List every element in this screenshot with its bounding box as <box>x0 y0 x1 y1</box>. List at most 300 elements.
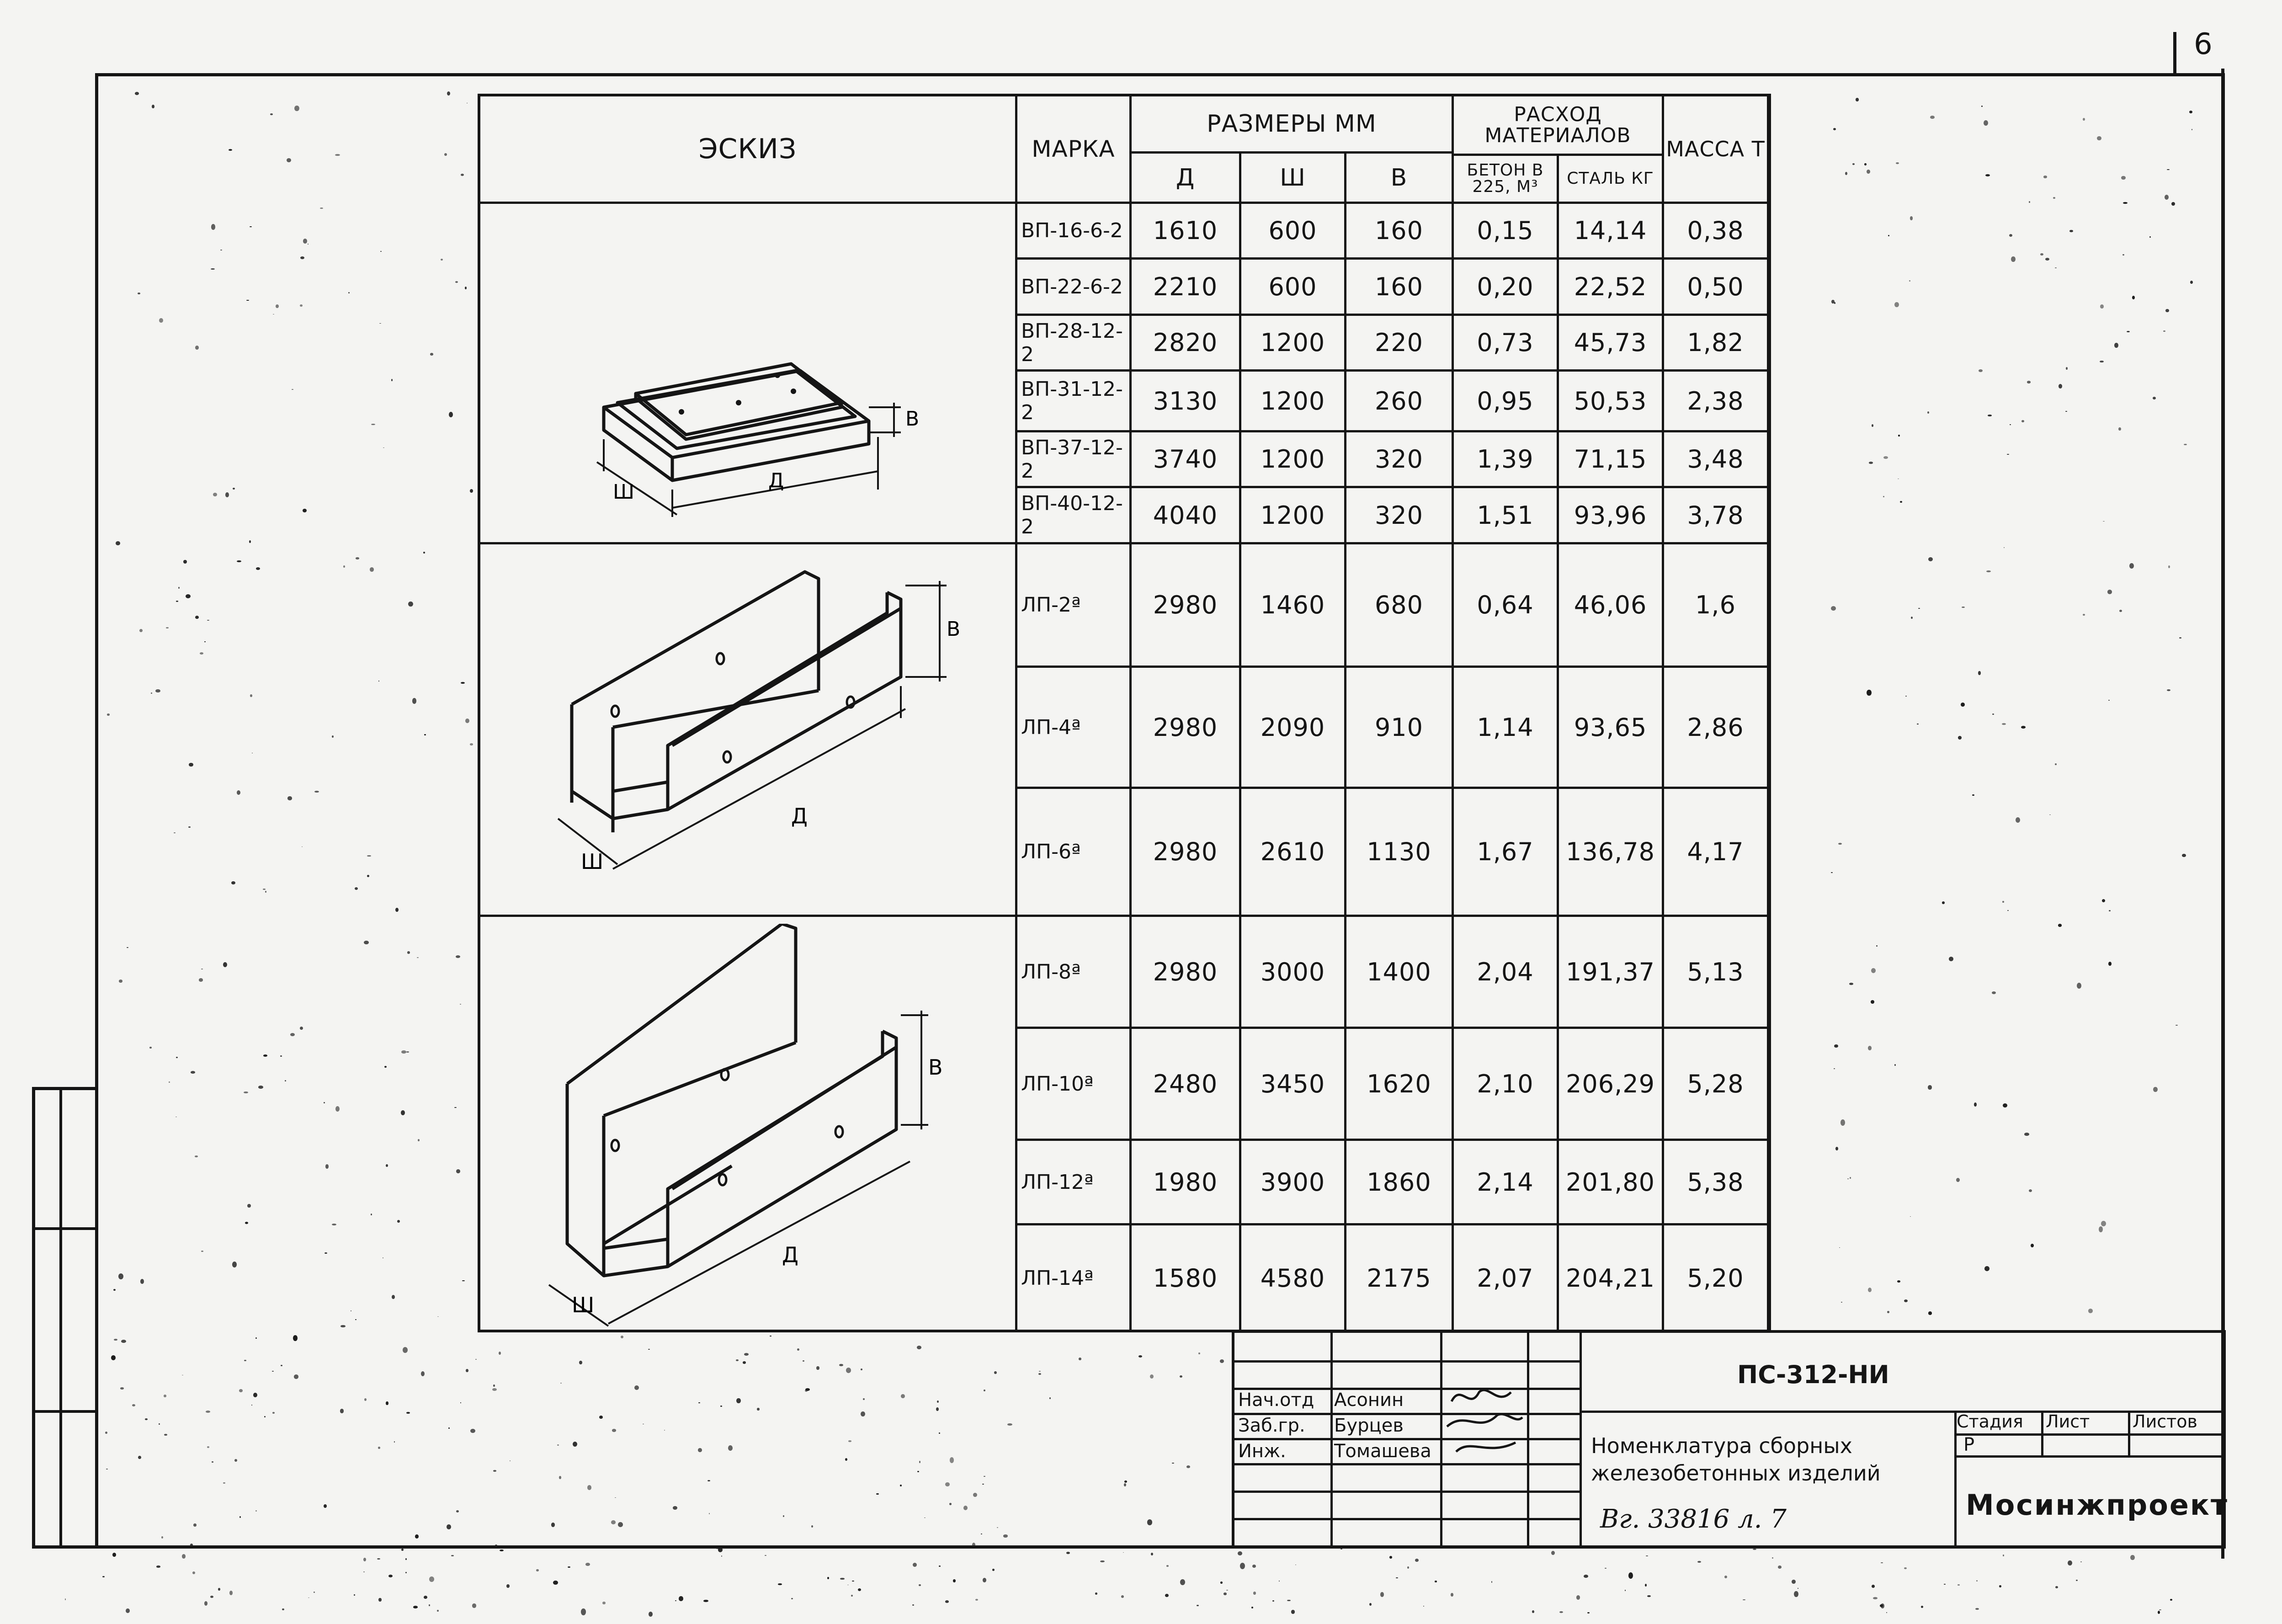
table-cell: 1200 <box>1260 328 1325 357</box>
scan-speck <box>1930 116 1935 119</box>
table-cell: 1460 <box>1260 591 1325 619</box>
scan-speck <box>1873 1597 1878 1599</box>
scan-speck <box>2101 1221 2106 1226</box>
table-cell: 1,6 <box>1695 591 1736 619</box>
sketch-label-length: Д <box>791 804 808 828</box>
table-cell: 1,67 <box>1477 837 1534 866</box>
scan-speck <box>1753 1549 1756 1550</box>
scan-speck <box>1999 1585 2001 1587</box>
scan-speck <box>707 1480 710 1481</box>
scan-speck <box>367 875 369 877</box>
scan-speck <box>2165 195 2169 200</box>
scan-speck <box>1415 1559 1419 1562</box>
scan-speck <box>204 641 205 642</box>
scan-speck <box>377 1558 380 1560</box>
scan-speck <box>138 293 140 294</box>
scan-speck <box>264 1416 266 1418</box>
scan-speck <box>405 1572 406 1573</box>
product-mark: ЛП-10ª <box>1021 1072 1094 1096</box>
scan-speck <box>1551 1551 1555 1555</box>
scan-speck <box>437 1316 438 1317</box>
channel-sketch-small <box>549 554 1015 910</box>
sketch-label-height: В <box>947 618 961 641</box>
scan-speck <box>495 1544 497 1547</box>
table-cell: 2210 <box>1153 272 1218 301</box>
table-cell: 0,73 <box>1477 328 1534 357</box>
table-cell: 0,50 <box>1687 272 1744 301</box>
scan-speck <box>1841 1302 1842 1303</box>
scan-speck <box>1831 606 1836 611</box>
scan-speck <box>744 1353 749 1356</box>
scan-speck <box>2058 924 2062 926</box>
table-cell: 2,86 <box>1687 713 1744 742</box>
scan-speck <box>256 567 260 570</box>
scan-speck <box>424 734 426 735</box>
sheets-label: Листов <box>2133 1411 2197 1432</box>
scan-speck <box>994 1371 996 1374</box>
header-steel: СТАЛЬ КГ <box>1567 169 1654 188</box>
scan-speck <box>811 1525 813 1528</box>
products-table <box>478 94 1771 1332</box>
scan-speck <box>406 1412 410 1414</box>
table-cell: 5,38 <box>1687 1167 1744 1197</box>
product-mark: ВП-31-12-2 <box>1021 378 1123 424</box>
table-cell: 3,48 <box>1687 445 1744 474</box>
scan-speck <box>1792 1580 1795 1584</box>
scan-speck <box>1451 1593 1454 1596</box>
scan-speck <box>401 1549 404 1551</box>
scan-speck <box>1253 1592 1256 1595</box>
scan-speck <box>1272 1600 1274 1602</box>
channel-sketch-tall <box>535 924 1015 1331</box>
table-cell: 0,38 <box>1687 216 1744 245</box>
title-line-2: железобетонных изделий <box>1591 1461 1881 1486</box>
organization-name: Мосинжпроект <box>1966 1488 2229 1522</box>
scan-speck <box>827 1577 830 1579</box>
table-cell: 2,38 <box>1687 386 1744 415</box>
scan-speck <box>2053 197 2055 199</box>
scan-speck <box>324 1252 327 1254</box>
scan-speck <box>308 1597 309 1598</box>
scan-speck <box>395 908 399 912</box>
scan-speck <box>423 552 425 554</box>
scan-speck <box>441 259 443 261</box>
sketch-label-height: В <box>905 407 920 431</box>
scan-speck <box>2190 281 2193 284</box>
scan-speck <box>2027 381 2031 383</box>
table-cell: 93,96 <box>1574 501 1647 530</box>
scan-speck <box>1864 163 1866 165</box>
table-cell: 4580 <box>1260 1263 1325 1293</box>
scan-speck <box>1880 1604 1883 1607</box>
scan-speck <box>65 1598 66 1600</box>
stamp-row-line <box>1234 1491 1582 1493</box>
header-dimensions: РАЗМЕРЫ ММ <box>1207 110 1377 138</box>
table-cell: 1200 <box>1260 386 1325 415</box>
scan-speck <box>945 1600 949 1603</box>
scan-speck <box>2114 343 2118 348</box>
scan-speck <box>846 1368 851 1373</box>
table-cell: 320 <box>1374 445 1424 474</box>
scan-speck <box>1251 1607 1253 1608</box>
scan-speck <box>2167 689 2170 691</box>
scan-speck <box>1850 1177 1851 1179</box>
scan-speck <box>949 1503 952 1505</box>
scan-speck <box>1898 435 1900 437</box>
scan-speck <box>2002 901 2004 902</box>
scan-speck <box>2029 1189 2032 1192</box>
scan-speck <box>258 1086 263 1089</box>
scan-speck <box>253 1393 257 1397</box>
header-sketch: ЭСКИЗ <box>698 133 797 165</box>
scan-speck <box>1423 1606 1424 1607</box>
scan-speck <box>1291 1610 1295 1614</box>
scan-speck <box>939 1565 941 1567</box>
scan-speck <box>2130 1555 2135 1560</box>
scan-speck <box>456 1169 460 1173</box>
scan-speck <box>249 540 251 543</box>
scan-speck <box>703 1600 708 1602</box>
scan-speck <box>213 493 217 496</box>
product-mark: ВП-37-12-2 <box>1021 436 1123 483</box>
scan-speck <box>325 1164 329 1168</box>
sketch-label-width: Ш <box>572 1293 595 1317</box>
role-head: Нач.отд <box>1238 1390 1314 1411</box>
scan-speck <box>1869 462 1873 463</box>
scan-speck <box>412 698 417 703</box>
scan-speck <box>1979 369 1983 372</box>
scan-speck <box>2024 1133 2029 1136</box>
scan-speck <box>251 1405 252 1406</box>
scan-speck <box>1871 1000 1874 1003</box>
scan-speck <box>272 1371 273 1372</box>
scan-speck <box>2118 427 2121 431</box>
stamp-col-line <box>1527 1333 1529 1548</box>
scan-speck <box>1180 1375 1182 1378</box>
scan-speck <box>176 601 179 602</box>
scan-speck <box>2011 256 2015 262</box>
slab-drawing <box>585 234 960 517</box>
scan-speck <box>1038 1373 1041 1375</box>
scan-speck <box>536 1569 538 1571</box>
header-mark: МАРКА <box>1032 136 1115 162</box>
scan-speck <box>1856 98 1859 101</box>
scan-speck <box>840 1578 844 1580</box>
scan-speck <box>378 1447 380 1449</box>
scan-speck <box>1872 1585 1875 1588</box>
sketch-label-length: Д <box>768 469 784 492</box>
name-head: Асонин <box>1334 1390 1404 1411</box>
scan-speck <box>2129 563 2134 569</box>
scan-speck <box>1369 1603 1372 1606</box>
scan-speck <box>1867 170 1870 174</box>
scan-speck <box>2108 700 2109 701</box>
scan-speck <box>2055 1586 2058 1589</box>
scan-speck <box>245 1222 248 1224</box>
scan-speck <box>1724 1576 1727 1578</box>
scan-speck <box>2102 899 2106 902</box>
product-mark: ВП-40-12-2 <box>1021 492 1123 538</box>
scan-speck <box>119 980 122 982</box>
scan-speck <box>106 1469 107 1470</box>
scan-speck <box>391 379 393 381</box>
scan-speck <box>280 1055 282 1057</box>
scan-speck <box>223 962 227 967</box>
table-cell: 93,65 <box>1574 713 1647 742</box>
scan-speck <box>913 1563 917 1567</box>
table-cell: 2820 <box>1153 328 1218 357</box>
scan-speck <box>1007 1423 1012 1426</box>
stamp-row-line <box>1954 1433 2224 1436</box>
scan-speck <box>1625 1590 1626 1591</box>
scan-speck <box>223 1482 225 1484</box>
table-cell: 910 <box>1374 713 1424 742</box>
scan-speck <box>239 1516 241 1518</box>
scan-speck <box>992 1569 995 1571</box>
scan-speck <box>1894 302 1899 307</box>
product-mark: ЛП-4ª <box>1021 715 1081 739</box>
scan-speck <box>1904 1567 1907 1569</box>
scan-speck <box>324 1102 325 1103</box>
scan-speck <box>386 1401 388 1405</box>
table-cell: 160 <box>1374 272 1424 301</box>
scan-speck <box>848 1440 851 1442</box>
sketch-label-width: Ш <box>581 849 604 874</box>
scan-speck <box>394 1441 395 1442</box>
channel-drawing-small <box>549 554 1015 910</box>
table-cell: 5,28 <box>1687 1069 1744 1098</box>
table-cell: 600 <box>1268 272 1317 301</box>
scan-speck <box>207 1446 209 1448</box>
table-cell: 2980 <box>1153 591 1218 619</box>
product-mark: ЛП-8ª <box>1021 960 1081 984</box>
scan-speck <box>1831 300 1834 304</box>
scan-speck <box>852 1581 854 1582</box>
scan-speck <box>1238 1551 1242 1555</box>
scan-speck <box>939 1432 940 1433</box>
scan-speck <box>413 1606 418 1608</box>
table-cell: 2090 <box>1260 713 1325 742</box>
scan-speck <box>1697 1561 1701 1563</box>
scan-speck <box>388 1575 393 1577</box>
scan-speck <box>506 1584 510 1588</box>
scan-speck <box>250 694 252 697</box>
title-line-1: Номенклатура сборных <box>1591 1433 1852 1458</box>
scan-speck <box>973 1493 977 1497</box>
header-consumption: РАСХОД МАТЕРИАЛОВ <box>1484 102 1631 147</box>
scan-speck <box>2097 136 2101 141</box>
header-mass: МАССА Т <box>1666 137 1765 161</box>
table-cell: 71,15 <box>1574 445 1647 474</box>
scan-speck <box>2045 258 2049 261</box>
scan-speck <box>429 1604 431 1606</box>
product-mark: ЛП-2ª <box>1021 593 1081 617</box>
scan-speck <box>1166 1565 1168 1567</box>
scan-speck <box>247 1204 250 1208</box>
scan-speck <box>1975 1608 1979 1610</box>
scan-speck <box>679 1596 683 1601</box>
scan-speck <box>1835 1147 1838 1150</box>
scan-speck <box>272 1412 275 1414</box>
table-cell: 0,95 <box>1477 386 1534 415</box>
signatures <box>1442 1383 1527 1465</box>
scan-speck <box>972 1543 975 1547</box>
scan-speck <box>448 1427 450 1429</box>
table-cell: 136,78 <box>1566 837 1655 866</box>
table-cell: 1200 <box>1260 501 1325 530</box>
scan-speck <box>159 1423 160 1425</box>
table-cell: 3000 <box>1260 957 1325 986</box>
scan-speck <box>1605 1568 1606 1569</box>
scan-speck <box>2016 817 2020 823</box>
col-line <box>1767 96 1769 1331</box>
scan-speck <box>587 1485 591 1490</box>
scan-speck <box>397 1220 399 1223</box>
scan-speck <box>112 1553 116 1557</box>
scan-speck <box>982 1484 984 1485</box>
scan-speck <box>551 1523 555 1527</box>
sheet-label: Лист <box>2046 1411 2090 1432</box>
table-cell: 46,06 <box>1574 591 1647 619</box>
scan-speck <box>348 292 350 293</box>
scan-speck <box>370 567 374 572</box>
stamp-row-line <box>1234 1438 1582 1440</box>
table-cell: 4,17 <box>1687 837 1744 866</box>
scan-speck <box>1576 1595 1580 1600</box>
scan-speck <box>1240 1563 1245 1569</box>
table-cell: 2980 <box>1153 957 1218 986</box>
scan-speck <box>1984 120 1988 126</box>
table-cell: 160 <box>1374 216 1424 245</box>
scan-speck <box>1772 1557 1773 1559</box>
scan-speck <box>1974 1102 1977 1106</box>
scan-speck <box>743 1361 746 1364</box>
scan-speck <box>383 447 384 448</box>
scan-speck <box>975 1599 978 1601</box>
scan-speck <box>858 1588 861 1591</box>
scan-speck <box>207 620 209 621</box>
scan-speck <box>1435 1581 1437 1582</box>
scan-speck <box>2003 1103 2007 1108</box>
scan-speck <box>1100 1560 1105 1562</box>
scan-speck <box>121 1340 126 1343</box>
scan-speck <box>421 1371 425 1376</box>
scan-speck <box>232 1262 237 1267</box>
scan-speck <box>355 1319 356 1320</box>
scan-speck <box>765 1555 766 1556</box>
table-cell: 2,07 <box>1477 1263 1534 1293</box>
scan-speck <box>156 1565 160 1568</box>
scan-speck <box>783 1515 784 1517</box>
slab-sketch <box>585 234 960 517</box>
scan-speck <box>797 1348 799 1351</box>
scan-speck <box>140 1279 144 1284</box>
scan-speck <box>335 154 340 156</box>
scan-speck <box>192 1571 195 1574</box>
scan-speck <box>364 1398 367 1401</box>
scan-speck <box>314 791 319 793</box>
table-cell: 3740 <box>1153 445 1218 474</box>
scan-speck <box>2003 1555 2004 1556</box>
scan-speck <box>107 713 110 715</box>
scan-speck <box>2040 253 2043 256</box>
scan-speck <box>401 1110 405 1115</box>
scan-speck <box>465 287 467 289</box>
scan-speck <box>1066 1552 1069 1554</box>
scan-speck <box>919 1584 921 1586</box>
scan-speck <box>1584 1575 1589 1578</box>
scan-speck <box>1981 106 1983 107</box>
scan-speck <box>263 889 266 890</box>
scan-speck <box>493 1470 496 1472</box>
table-cell: 4040 <box>1153 501 1218 530</box>
table-cell: 5,20 <box>1687 1263 1744 1293</box>
scan-speck <box>919 1461 920 1463</box>
scan-speck <box>418 1139 420 1141</box>
scan-speck <box>778 1583 782 1585</box>
table-cell: 1,82 <box>1687 328 1744 357</box>
scan-speck <box>1905 696 1907 697</box>
scan-speck <box>456 955 460 958</box>
scan-speck <box>1628 1572 1633 1579</box>
scan-speck <box>599 1416 602 1419</box>
scan-speck <box>211 224 216 229</box>
scan-speck <box>2176 1025 2178 1026</box>
scan-speck <box>557 1444 559 1446</box>
scan-speck <box>120 1387 124 1389</box>
scan-speck <box>675 1600 676 1601</box>
scan-speck <box>2107 590 2112 594</box>
scan-speck <box>114 1339 117 1341</box>
scan-speck <box>1123 1552 1124 1553</box>
stamp-row-line <box>1234 1463 1582 1465</box>
table-cell: 3900 <box>1260 1167 1325 1197</box>
binding-strip-divider <box>59 1087 62 1549</box>
scan-speck <box>102 1576 105 1577</box>
scan-speck <box>1992 991 1995 994</box>
table-cell: 2980 <box>1153 713 1218 742</box>
scan-speck <box>183 560 186 564</box>
table-cell: 2980 <box>1153 837 1218 866</box>
scan-speck <box>212 1461 213 1463</box>
stamp-col-line <box>1330 1333 1333 1548</box>
header-concrete: БЕТОН В 225, М³ <box>1467 161 1544 196</box>
scan-speck <box>1587 1612 1590 1613</box>
name-group: Бурцев <box>1334 1415 1404 1436</box>
scan-speck <box>1984 1266 1989 1271</box>
scan-speck <box>1147 1519 1152 1525</box>
scan-speck <box>379 323 381 324</box>
scan-speck <box>294 1374 298 1379</box>
scan-speck <box>2170 1599 2172 1601</box>
scan-speck <box>1845 172 1847 175</box>
scan-speck <box>1340 1548 1342 1549</box>
scan-speck <box>1928 1085 1931 1090</box>
scan-speck <box>429 1576 434 1582</box>
table-cell: 1,39 <box>1477 445 1534 474</box>
scan-speck <box>292 389 293 390</box>
table-cell: 1,51 <box>1477 501 1534 530</box>
scan-speck <box>816 1366 819 1370</box>
scan-speck <box>2158 1611 2160 1613</box>
scan-speck <box>149 1047 151 1049</box>
table-cell: 22,52 <box>1574 272 1647 301</box>
scan-speck <box>1958 1584 1959 1586</box>
scan-speck <box>204 1601 208 1606</box>
binding-strip-row-line <box>32 1410 98 1413</box>
scan-speck <box>1918 608 1920 609</box>
table-cell: 1580 <box>1153 1263 1218 1293</box>
